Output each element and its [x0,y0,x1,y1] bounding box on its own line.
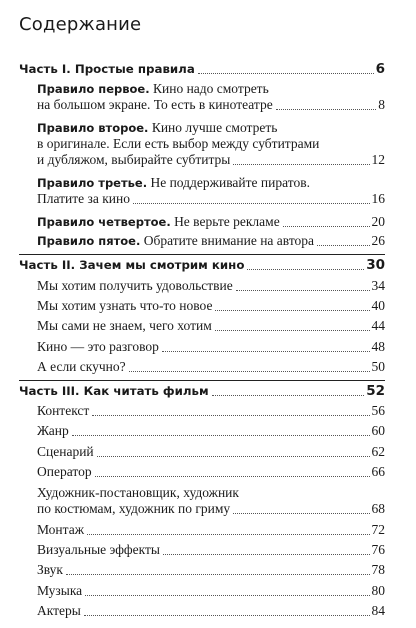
page-number: 62 [371,444,385,459]
toc-part-2[interactable] [19,256,385,274]
toc-item[interactable] [37,277,385,295]
toc-item[interactable] [37,463,385,481]
page-number: 78 [371,562,385,577]
entry-text: Монтаж [37,522,85,537]
page-number: 50 [371,359,385,374]
toc-item[interactable] [37,500,385,518]
dot-leader [233,164,369,165]
rule-text: Не верьте рекламе [170,214,280,229]
page-number: 80 [371,583,385,598]
entry-text: Визуальные эффекты [37,542,160,557]
dot-leader [84,615,370,616]
dot-leader [317,245,369,246]
rule-label: Правило пятое. [37,234,141,248]
entry-text: и дубляжом, выбирайте субтитры [37,152,231,167]
rule-text: Кино надо смотреть [149,81,269,96]
toc-item[interactable] [37,541,385,559]
dot-leader [87,534,369,535]
entry-text: на большом экране. То есть в кинотеатре [37,97,273,112]
dot-leader [66,574,370,575]
dot-leader [163,554,370,555]
toc-rule-3[interactable] [37,190,385,208]
dot-leader [236,290,370,291]
dot-leader [85,595,369,596]
entry-text: Мы сами не знаем, чего хотим [37,318,212,333]
page-number: 12 [371,152,385,167]
dot-leader [133,203,370,204]
entry-text: Сценарий [37,444,94,459]
toc-item[interactable] [37,338,385,356]
entry-text: Контекст [37,403,90,418]
entry-text: А если скучно? [37,359,126,374]
entry-text: Мы хотим получить удовольствие [37,278,233,293]
page-number: 56 [371,403,385,418]
toc-item[interactable] [37,422,385,440]
part-title: Часть I. Простые правила [19,62,195,76]
dot-leader [276,109,377,110]
rule-text: Обратите внимание на автора [140,233,315,248]
page-title: Содержание [19,14,142,35]
entry-text: Мы хотим узнать что-то новое [37,298,213,313]
entry-text: по костюмам, художник по гриму [37,501,231,516]
dot-leader [129,371,370,372]
entry-text: Художник-постановщик, художник [37,485,239,500]
toc-item[interactable] [37,582,385,600]
toc-item[interactable] [37,317,385,335]
dot-leader [247,269,364,270]
dot-leader [97,456,370,457]
entry-text: Кино — это разговор [37,339,159,354]
page-number: 34 [371,278,385,293]
toc-item[interactable] [37,297,385,315]
entry-text: Оператор [37,464,92,479]
dot-leader [92,415,369,416]
page-number: 6 [375,61,385,77]
part-title: Часть II. Зачем мы смотрим кино [19,258,245,272]
page-number: 84 [371,603,385,618]
toc-rule-4[interactable] [37,213,385,231]
entry-text [37,213,280,231]
page-number: 20 [371,214,385,229]
page-number: 16 [371,191,385,206]
toc-item[interactable] [37,402,385,420]
toc-rule-5[interactable] [37,232,385,250]
entry-text [37,232,314,250]
page-number: 40 [371,298,385,313]
entry-text: Музыка [37,583,83,598]
section-divider [19,380,385,381]
rule-text: в оригинале. Если есть выбор между субтитрами [37,136,320,151]
toc-item[interactable] [37,358,385,376]
dot-leader [212,395,365,396]
toc-item[interactable] [37,602,385,620]
toc-part-1[interactable] [19,60,385,78]
dot-leader [215,310,369,311]
rule-label: Правило четвертое. [37,215,171,229]
page-number: 44 [371,318,385,333]
toc-part-3[interactable] [19,382,385,400]
page-number: 72 [371,522,385,537]
rule-label: Правило второе. [37,121,149,135]
dot-leader [162,351,370,352]
toc-rule-1[interactable] [37,96,385,114]
page-number: 60 [371,423,385,438]
toc-item[interactable] [37,443,385,461]
page-number: 66 [371,464,385,479]
dot-leader [198,73,374,74]
entry-text: Жанр [37,423,69,438]
part-title: Часть III. Как читать фильм [19,384,209,398]
rule-text: Не поддерживайте пиратов. [147,175,310,190]
rule-label: Правило первое. [37,82,150,96]
rule-text: Кино лучше смотреть [148,120,278,135]
entry-text: Платите за кино [37,191,130,206]
page-number: 26 [371,233,385,248]
entry-text: Звук [37,562,63,577]
page-number: 30 [366,257,385,273]
toc-item[interactable] [37,521,385,539]
page-number: 8 [378,97,385,112]
dot-leader [72,435,370,436]
toc-item[interactable] [37,561,385,579]
dot-leader [233,513,369,514]
entry-text: Актеры [37,603,81,618]
dot-leader [215,330,370,331]
page-number: 68 [371,501,385,516]
page-number: 76 [371,542,385,557]
rule-label: Правило третье. [37,176,148,190]
page-number: 52 [366,383,385,399]
dot-leader [283,226,370,227]
toc-rule-2[interactable] [37,151,385,169]
dot-leader [95,476,370,477]
page-number: 48 [371,339,385,354]
section-divider [19,254,385,255]
